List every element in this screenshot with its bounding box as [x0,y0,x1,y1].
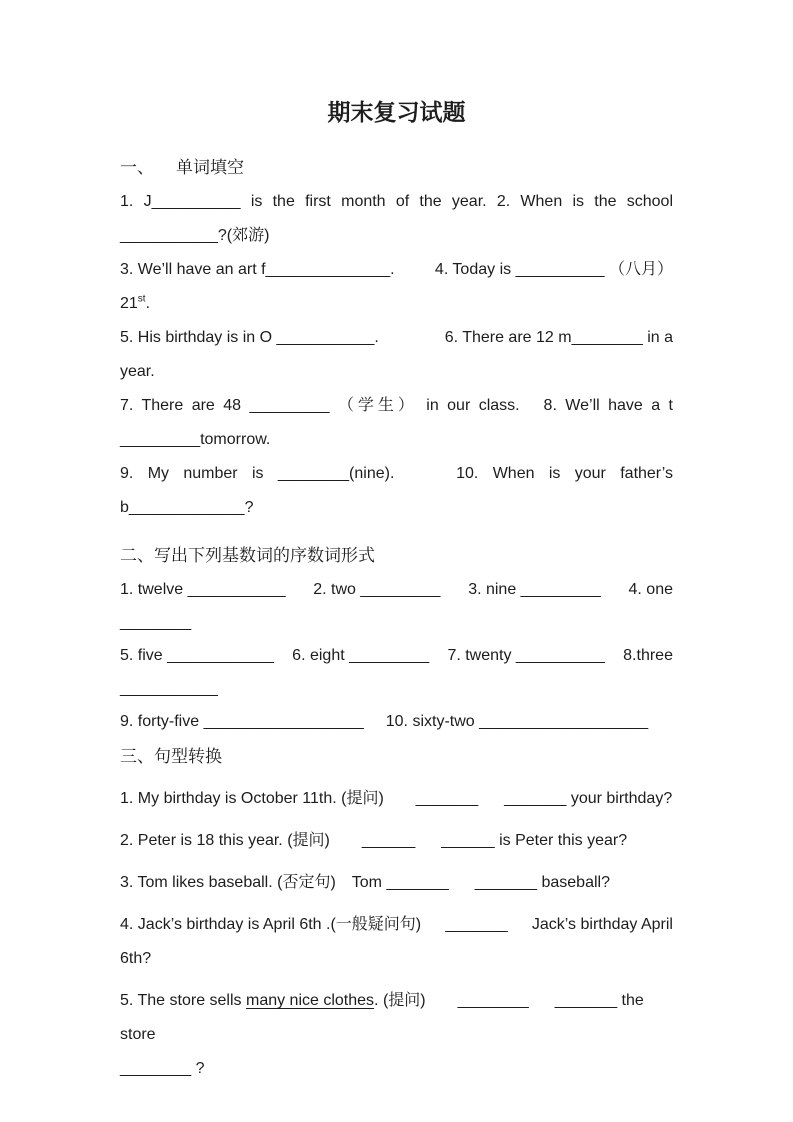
s1-q4-text: 4. Today is __________ （八月） [434,261,673,278]
s2-row-1-overflow-blank: ________ [120,614,192,631]
s1-line-q8-cont: _________tomorrow. [120,431,271,448]
s3-question-5 [120,984,673,1052]
s1-line-q10-cont: b_____________? [120,499,254,516]
section-2-number: 二、 [120,546,154,565]
s3-question-4-overflow: 6th? [120,950,152,967]
s2-item-3: 3. nine _________ [468,581,601,598]
s3-q4-blank: _______ [445,916,508,933]
s1-q3-text: 3. We’ll have an art f______________. [120,261,395,278]
section-2-heading [120,539,673,573]
s3-question-1 [120,782,673,816]
s1-line-q2-cont: ___________?(郊游) [120,227,270,244]
s1-q5-text: 5. His birthday is in O ___________. [120,329,379,346]
s3-q2-prompt: 2. Peter is 18 this year. (提问) [120,832,330,849]
s2-item-9: 9. forty-five __________________ [120,713,364,730]
s3-question-2 [120,824,673,858]
s2-item-1: 1. twelve ___________ [120,581,286,598]
s1-line-q1-q2: 1. J__________ is the first month of the year. 2. When is the school [120,193,673,210]
section-3-heading [120,740,673,774]
s2-item-4: 4. one [628,581,673,598]
s3-q1-answer-text: _______ your birthday? [504,790,673,807]
s3-q3-answer-text: _______ baseball? [474,874,610,891]
page-title: 期末复习试题 [327,99,466,125]
s1-line-q7-q8: 7. There are 48 _________ （学生） in our class. 8. We’ll have a t [120,397,673,414]
s1-line-q6-cont: year. [120,363,155,380]
section-1-number: 一、 [120,158,154,177]
section-3-title: 句型转换 [154,747,222,766]
s2-row-2 [120,639,673,672]
section-3-number: 三、 [120,747,154,766]
s1-line-q4-cont [120,287,673,321]
s2-row-3 [120,705,673,738]
s1-q4-ordinal-suffix: st [137,293,146,305]
s2-item-2: 2. two _________ [313,581,441,598]
s3-question-3 [120,866,673,900]
s3-q1-prompt: 1. My birthday is October 11th. (提问) [120,790,384,807]
s2-item-6: 6. eight _________ [292,647,430,664]
s1-q4-date-number: 21 [120,295,138,312]
s3-q2-blank: ______ [361,832,416,849]
s3-q4-answer-text: Jack’s birthday April [531,916,673,933]
s3-q5-answer-text: _______ the store [120,992,644,1043]
s3-q5-prompt-start: 5. The store sells [120,992,246,1009]
s1-q6-text: 6. There are 12 m________ in a [444,329,673,346]
s3-q5-prompt-end: . (提问) [374,992,426,1009]
section-1-heading [120,151,673,185]
s3-q4-prompt: 4. Jack’s birthday is April 6th .(一般疑问句) [120,916,422,933]
s3-q5-blank: ________ [457,992,529,1009]
s3-q3-answer-start: Tom _______ [351,874,449,891]
s3-question-4 [120,908,673,942]
s1-line-q5-q6 [120,321,673,355]
s3-question-5-overflow: ________ ? [120,1060,205,1077]
s3-q5-underlined-phrase: many nice clothes [245,992,375,1009]
s2-row-1 [120,573,673,606]
section-2-title: 写出下列基数词的序数词形式 [154,546,375,565]
s1-line-q9-q10: 9. My number is ________(nine). 10. When is your father’s [120,465,673,482]
s1-q4-period: . [145,295,151,312]
s1-line-q3-q4 [120,253,673,287]
s3-q3-prompt: 3. Tom likes baseball. (否定句) [120,874,336,891]
s3-q1-blank: _______ [415,790,479,807]
s2-item-7: 7. twenty __________ [447,647,605,664]
s2-row-2-overflow-blank: ___________ [120,680,218,697]
s3-q2-answer-text: ______ is Peter this year? [441,832,628,849]
s2-item-8: 8.three [623,647,673,664]
section-1-title: 单词填空 [176,158,244,177]
s2-item-10: 10. sixty-two ___________________ [385,713,649,730]
s2-item-5: 5. five ____________ [120,647,274,664]
